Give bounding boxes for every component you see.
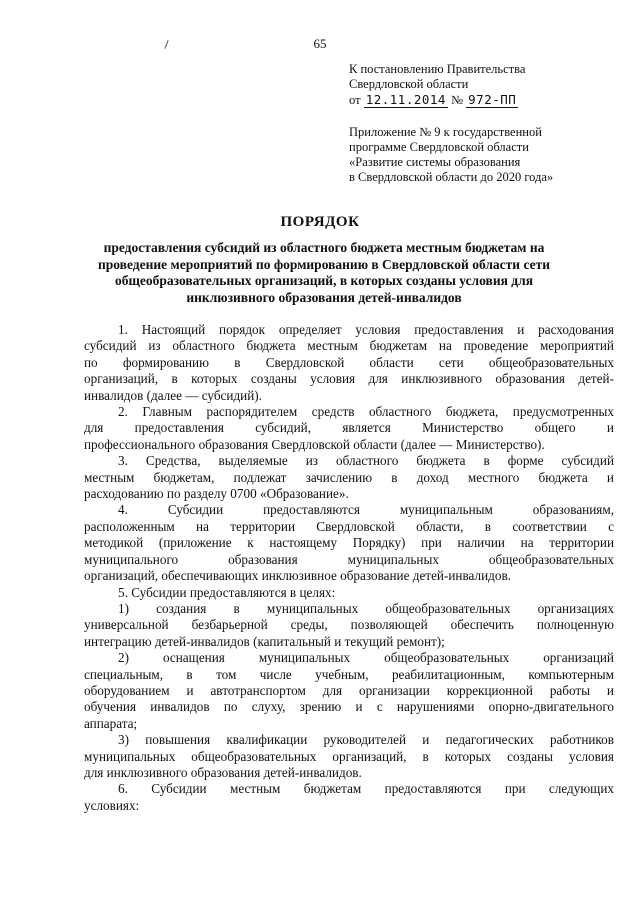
paragraph-line: расходованию по разделу 0700 «Образование». — [84, 486, 349, 502]
date-prefix: от — [349, 93, 361, 107]
subtitle-line: проведение мероприятий по формированию в Свердловской области сети — [97, 256, 551, 272]
approval-line-1: К постановлению Правительства — [349, 62, 526, 76]
number-prefix: № — [451, 93, 464, 107]
paragraph — [84, 601, 614, 650]
subtitle-line: предоставления субсидий из областного бюджета местным бюджетам на — [103, 240, 545, 255]
paragraph-line: расположенным на территории Свердловской области, в соответствии с — [84, 518, 614, 534]
paragraph — [84, 322, 614, 404]
paragraph-line: методикой (приложение к настоящему Порядку) при наличии на территории — [84, 535, 614, 551]
paragraph — [84, 781, 614, 814]
paragraph-line: условиях: — [84, 797, 140, 813]
appendix-block — [349, 125, 619, 185]
paragraph-line: 1. Настоящий порядок определяет условия предоставления и расходования — [118, 322, 614, 337]
document-subtitle — [84, 240, 564, 306]
paragraph-line: муниципального образования муниципальных общеобразовательных — [84, 551, 614, 567]
approval-line-2: Свердловской области — [349, 77, 469, 91]
decree-date: 12.11.2014 — [365, 92, 446, 107]
appendix-line: Приложение № 9 к государственной — [349, 125, 542, 139]
page-number: 65 — [313, 36, 327, 51]
paragraph — [84, 732, 614, 781]
paragraph — [84, 585, 614, 601]
paragraph-line: 4. Субсидии предоставляются муниципальным образованиям, — [118, 502, 614, 518]
paragraph-line: 2. Главным распорядителем средств областного бюджета, предусмотренных — [118, 404, 614, 420]
document-body — [84, 322, 614, 814]
paragraph-line: организаций, обеспечивающих инклюзивное образование детей-инвалидов. — [84, 568, 511, 584]
paragraph-line: 1) создания в муниципальных общеобразовательных организациях — [118, 600, 614, 616]
paragraph-line: 5. Субсидии предоставляются в целях: — [118, 584, 336, 600]
paragraph-line: для инклюзивного образования детей-инвалидов. — [84, 764, 362, 780]
paragraph-line: местным бюджетам, подлежат зачислению в доход местного бюджета и — [84, 469, 614, 485]
subtitle-line: инклюзивного образования детей-инвалидов — [186, 289, 462, 305]
paragraph-line: оборудованием и автотранспортом для организации коррекционной работы и — [84, 682, 614, 698]
appendix-line: в Свердловской области до 2020 года» — [349, 170, 554, 184]
paragraph — [84, 453, 614, 502]
paragraph-line: обучения инвалидов по слуху, зрению и с нарушениями опорно-двигательного — [84, 699, 614, 715]
paragraph-line: интеграцию детей-инвалидов (капитальный и текущий ремонт); — [84, 633, 445, 649]
paragraph-line: по формированию в Свердловской области сети общеобразовательных — [84, 354, 614, 370]
paragraph-line: специальным, в том числе учебным, реабилитационным, компьютерным — [84, 666, 614, 682]
paragraph-line: 3. Средства, выделяемые из областного бюджета в форме субсидий — [118, 453, 614, 469]
decree-number: 972-ПП — [468, 92, 517, 107]
paragraph — [84, 502, 614, 584]
paragraph-line: 2) оснащения муниципальных общеобразовательных организаций — [118, 650, 614, 666]
appendix-line: программе Свердловской области — [349, 140, 529, 154]
paragraph-line: организаций, в которых созданы условия для инклюзивного образования детей- — [84, 371, 614, 387]
paragraph-line: 3) повышения квалификации руководителей и педагогических работников — [118, 732, 614, 748]
paragraph-line: универсальной безбарьерной среды, позволяющей обеспечить полноценную — [84, 617, 614, 633]
paragraph-line: для предоставления субсидий, является Министерство общего и — [84, 420, 614, 436]
paragraph — [84, 404, 614, 453]
document-title: ПОРЯДОК — [280, 214, 360, 230]
paragraph-line: инвалидов (далее — субсидий). — [84, 387, 262, 403]
paragraph-line: 6. Субсидии местным бюджетам предоставляются при следующих — [118, 781, 614, 797]
paragraph-line: субсидий из областного бюджета местным бюджетам на проведение мероприятий — [84, 338, 614, 354]
approval-block — [349, 62, 609, 108]
paragraph — [84, 650, 614, 732]
paragraph-line: профессионального образования Свердловской области (далее — Министерство). — [84, 436, 545, 452]
paragraph-line: муниципальных общеобразовательных организаций, в которых созданы условия — [84, 748, 614, 764]
paragraph-line: аппарата; — [84, 715, 138, 731]
approval-date-line — [349, 92, 609, 108]
appendix-line: «Развитие системы образования — [349, 155, 521, 169]
subtitle-line: общеобразовательных организаций, в которых созданы условия для — [114, 273, 533, 288]
